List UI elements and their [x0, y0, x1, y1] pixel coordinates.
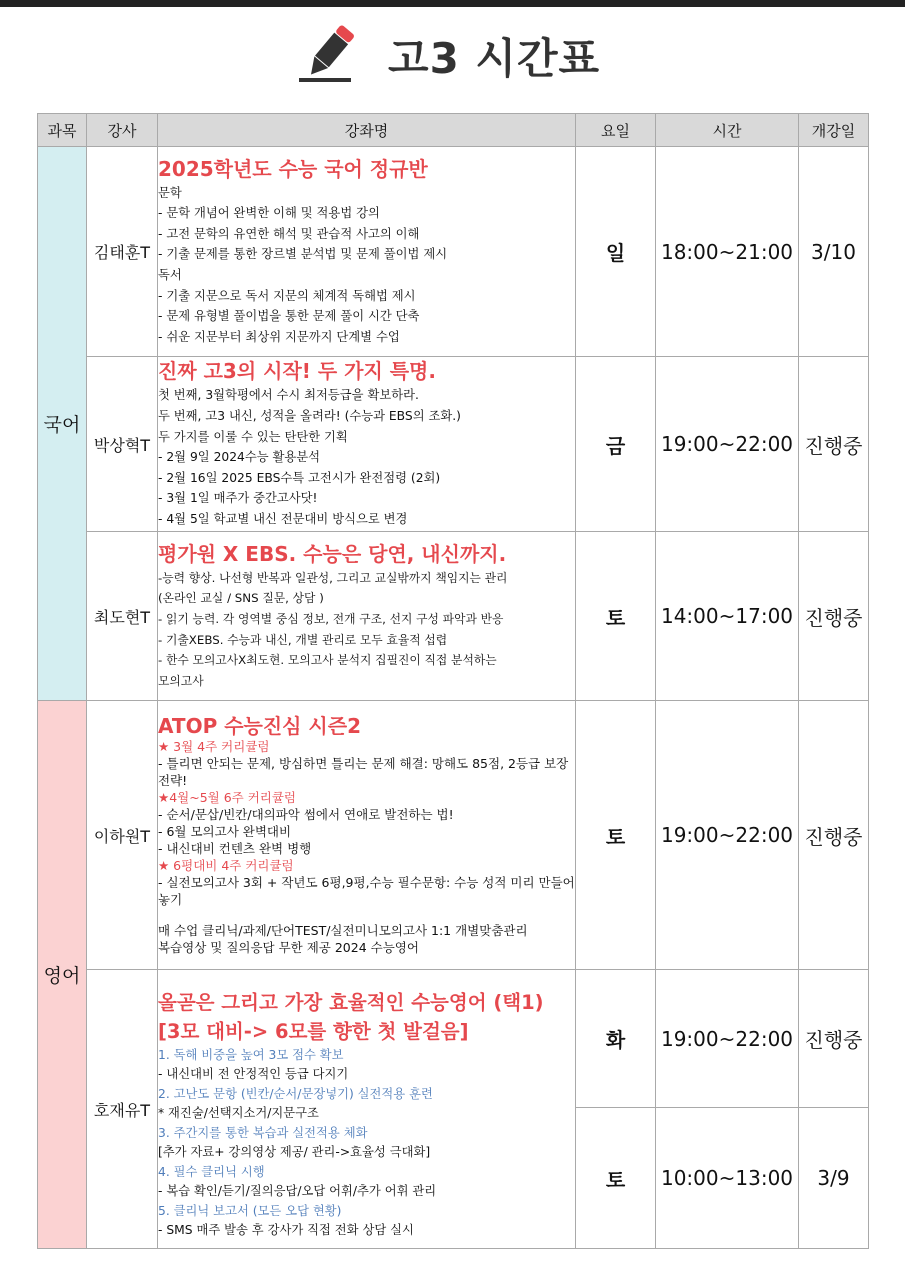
course-title: 진짜 고3의 시작! 두 가지 특명.: [158, 359, 436, 384]
course-line: - 기출XEBS. 수능과 내신, 개별 관리로 모두 효율적 섭렵: [158, 632, 448, 647]
page-header: [0, 18, 905, 98]
header-row: [38, 114, 869, 147]
open-date-cell: 진행중: [799, 532, 869, 701]
time-cell: 10:00~13:00: [656, 1108, 799, 1249]
course-line: 복습영상 및 질의응답 무한 제공 2024 수능영어: [158, 940, 419, 955]
teacher-name: 최도현T: [87, 532, 158, 701]
pencil-icon: [296, 20, 358, 86]
course-line: 5. 클리닉 보고서 (모든 오답 현황): [158, 1203, 342, 1218]
header-time: 시간: [656, 114, 799, 147]
course-line: - 복습 확인/듣기/질의응답/오답 어휘/추가 어휘 관리: [158, 1184, 437, 1198]
course-line: - 4월 5일 학교별 내신 전문대비 방식으로 변경: [158, 511, 408, 526]
time-cell: 14:00~17:00: [656, 532, 799, 701]
course-line: 3. 주간지를 통한 복습과 실전적용 체화: [158, 1125, 368, 1140]
course-line: - 읽기 능력. 각 영역별 중심 정보, 전개 구조, 선지 구성 파악과 반응: [158, 611, 504, 626]
course-line: 매 수업 클리닉/과제/단어TEST/실전미니모의고사 1:1 개별맞춤관리: [158, 923, 528, 938]
course-title: ATOP 수능진심 시즌2: [158, 714, 361, 738]
table-row: [38, 147, 869, 357]
course-line: (온라인 교실 / SNS 질문, 상담 ): [158, 591, 324, 606]
course-line: ★4월~5월 6주 커리큘럼: [158, 790, 297, 805]
course-title: 올곧은 그리고 가장 효율적인 수능영어 (택1): [158, 990, 544, 1014]
course-line: - SMS 매주 발송 후 강사가 직접 전화 상담 실시: [158, 1223, 414, 1237]
course-title: 2025학년도 수능 국어 정규반: [158, 156, 428, 181]
open-date-cell: 진행중: [799, 357, 869, 532]
teacher-name: 박상혁T: [87, 357, 158, 532]
course-line: ★ 6평대비 4주 커리큘럼: [158, 858, 294, 873]
day-cell: 화: [576, 970, 656, 1108]
teacher-name: 김태훈T: [87, 147, 158, 357]
header-open: 개강일: [799, 114, 869, 147]
course-line: - 내신대비 전 안정적인 등급 다지기: [158, 1067, 349, 1081]
course-line: - 기출 문제를 통한 장르별 분석법 및 문제 풀이법 제시: [158, 247, 448, 262]
course-line: - 내신대비 컨텐츠 완벽 병행: [158, 841, 312, 856]
course-line: - 쉬운 지문부터 최상위 지문까지 단계별 수업: [158, 329, 400, 344]
course-line: - 틀리면 안되는 문제, 방심하면 틀리는 문제 해결: 망해도 85점, 2등급 보장 전략!: [158, 756, 569, 788]
course-line: - 고전 문학의 유연한 해석 및 관습적 사고의 이해: [158, 226, 420, 241]
course-line: 문학: [158, 185, 182, 200]
course-line: 독서: [158, 268, 182, 282]
course-line: - 3월 1일 매주가 중간고사닷!: [158, 491, 318, 506]
course-line: 모의고사: [158, 673, 204, 688]
time-cell: 19:00~22:00: [656, 701, 799, 970]
table-row: [38, 701, 869, 970]
course-line: [추가 자료+ 강의영상 제공/ 관리->효율성 극대화]: [158, 1145, 431, 1159]
course-line: 1. 독해 비중을 높여 3모 점수 확보: [158, 1047, 344, 1062]
open-date-cell: 진행중: [799, 701, 869, 970]
table-row: [38, 357, 869, 532]
day-cell: 금: [576, 357, 656, 532]
course-line: -능력 향상. 나선형 반복과 일관성, 그리고 교실밖까지 책임지는 관리: [158, 570, 508, 585]
table-row: [38, 532, 869, 701]
course-line: ★ 3월 4주 커리큘럼: [158, 739, 270, 754]
course-title: 평가원 X EBS. 수능은 당연, 내신까지.: [158, 541, 507, 566]
header-teacher: 강사: [87, 114, 158, 147]
course-line: 두 번째, 고3 내신, 성적을 올려라! (수능과 EBS의 조화.): [158, 409, 461, 424]
day-cell: 일: [576, 147, 656, 357]
page-title: 고3 시간표: [388, 34, 601, 83]
course-cell: [158, 701, 576, 970]
course-line: - 2월 16일 2025 EBS수특 고전시가 완전점령 (2회): [158, 470, 441, 485]
course-line: * 재진술/선택지소거/지문구조: [158, 1106, 319, 1120]
course-line: - 문학 개념어 완벽한 이해 및 적용법 강의: [158, 206, 380, 221]
teacher-name: 이하원T: [87, 701, 158, 970]
course-line: - 실전모의고사 3회 + 작년도 6평,9평,수능 필수문항: 수능 성적 미리 만들어놓기: [158, 875, 575, 907]
time-cell: 19:00~22:00: [656, 357, 799, 532]
course-subtitle: [3모 대비-> 6모를 향한 첫 발걸음]: [158, 1019, 469, 1043]
subject-korean: 국어: [38, 147, 87, 701]
course-line: - 문제 유형별 풀이법을 통한 문제 풀이 시간 단축: [158, 309, 420, 324]
teacher-name: 호재유T: [87, 970, 158, 1249]
header-day: 요일: [576, 114, 656, 147]
course-line: 4. 필수 클리닉 시행: [158, 1164, 265, 1179]
time-cell: 19:00~22:00: [656, 970, 799, 1108]
course-line: 두 가지를 이룰 수 있는 탄탄한 기획: [158, 429, 348, 444]
day-cell: 토: [576, 532, 656, 701]
subject-english: 영어: [38, 701, 87, 1249]
day-cell: 토: [576, 701, 656, 970]
day-cell: 토: [576, 1108, 656, 1249]
course-line: 2. 고난도 문항 (빈칸/순서/문장넣기) 실전적용 훈련: [158, 1086, 433, 1101]
course-cell: [158, 970, 576, 1249]
course-cell: [158, 357, 576, 532]
header-course: 강좌명: [158, 114, 576, 147]
open-date-cell: 진행중: [799, 970, 869, 1108]
top-bar: [0, 0, 905, 7]
course-line: - 2월 9일 2024수능 활용분석: [158, 450, 321, 465]
open-date-cell: 3/10: [799, 147, 869, 357]
course-cell: [158, 532, 576, 701]
course-line: - 한수 모의고사X최도현. 모의고사 분석지 집필진이 직접 분석하는: [158, 653, 497, 668]
course-line: - 6월 모의고사 완벽대비: [158, 824, 292, 839]
spacer: [158, 908, 575, 922]
table-row: [38, 970, 869, 1108]
course-line: - 순서/문삽/빈칸/대의파악 썸에서 연애로 발전하는 법!: [158, 807, 454, 822]
header-subject: 과목: [38, 114, 87, 147]
open-date-cell: 3/9: [799, 1108, 869, 1249]
course-line: - 기출 지문으로 독서 지문의 체계적 독해법 제시: [158, 288, 416, 303]
schedule-table: [37, 113, 869, 1249]
course-cell: [158, 147, 576, 357]
course-line: 첫 번째, 3월학평에서 수시 최저등급을 확보하라.: [158, 388, 419, 403]
time-cell: 18:00~21:00: [656, 147, 799, 357]
